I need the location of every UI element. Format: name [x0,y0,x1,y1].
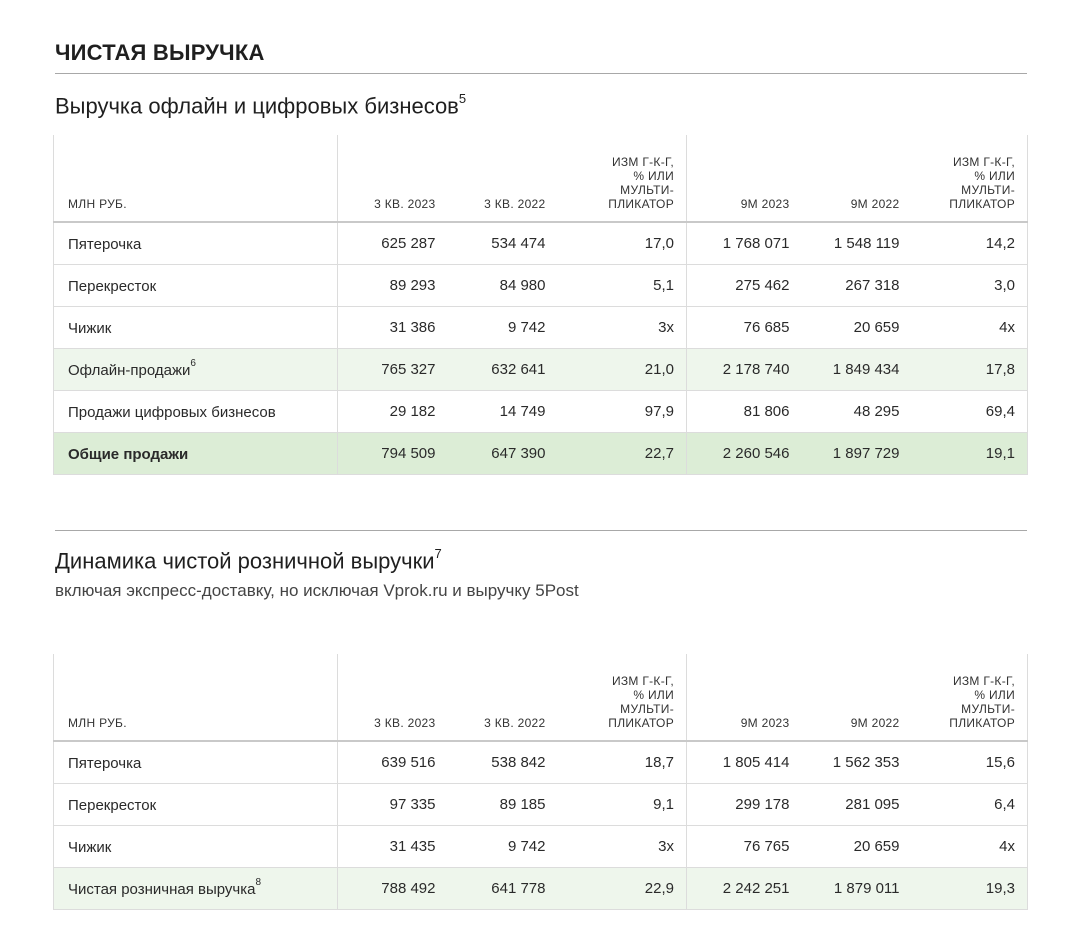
table2-subtitle: включая экспресс-доставку, но исключая Vprok.ru и выручку 5Post [55,581,579,600]
row-value: 1 849 434 [802,349,912,391]
row-value: 1 805 414 [687,741,802,784]
row-value: 538 842 [448,741,558,784]
row-value: 625 287 [338,222,448,265]
row-value: 299 178 [687,784,802,826]
table2-title-footnote: 7 [434,546,442,561]
header-9m-2023: 9М 2023 [687,654,802,741]
row-label: Перекресток [54,265,338,307]
table-row [54,868,1028,910]
row-value: 9 742 [448,826,558,868]
section-divider-middle [55,530,1027,531]
header-unit: МЛН РУБ. [54,654,338,741]
row-value: 1 879 011 [802,868,912,910]
offline-digital-revenue-table [53,135,1028,475]
row-value: 267 318 [802,265,912,307]
table-row [54,349,1028,391]
row-label: Общие продажи [54,433,338,475]
row-value: 84 980 [448,265,558,307]
section-title: ЧИСТАЯ ВЫРУЧКА [55,40,265,65]
header-change-9m: ИЗМ Г-К-Г, % ИЛИ МУЛЬТИ- ПЛИКАТОР [912,135,1028,222]
row-value: 1 897 729 [802,433,912,475]
header-q3-2023: 3 КВ. 2023 [338,135,448,222]
row-label: Чижик [54,307,338,349]
row-value: 2 260 546 [687,433,802,475]
row-value: 48 295 [802,391,912,433]
row-value: 21,0 [558,349,687,391]
header-q3-2022: 3 КВ. 2022 [448,135,558,222]
row-value: 76 765 [687,826,802,868]
row-value: 641 778 [448,868,558,910]
row-value: 3x [558,307,687,349]
row-value: 17,8 [912,349,1028,391]
row-value: 97,9 [558,391,687,433]
row-value: 765 327 [338,349,448,391]
table-row [54,265,1028,307]
header-change-q: ИЗМ Г-К-Г, % ИЛИ МУЛЬТИ- ПЛИКАТОР [558,654,687,741]
row-value: 281 095 [802,784,912,826]
row-label: Чижик [54,826,338,868]
row-value: 788 492 [338,868,448,910]
row-value: 22,7 [558,433,687,475]
row-value: 29 182 [338,391,448,433]
row-value: 632 641 [448,349,558,391]
row-value: 20 659 [802,307,912,349]
row-value: 3x [558,826,687,868]
row-value: 31 386 [338,307,448,349]
row-value: 18,7 [558,741,687,784]
row-value: 639 516 [338,741,448,784]
row-value: 14 749 [448,391,558,433]
row-label: Пятерочка [54,741,338,784]
row-value: 22,9 [558,868,687,910]
header-q3-2023: 3 КВ. 2023 [338,654,448,741]
row-footnote: 6 [190,357,196,369]
row-value: 6,4 [912,784,1028,826]
header-q3-2022: 3 КВ. 2022 [448,654,558,741]
row-value: 1 562 353 [802,741,912,784]
row-value: 275 462 [687,265,802,307]
table-row [54,307,1028,349]
header-9m-2023: 9М 2023 [687,135,802,222]
row-value: 97 335 [338,784,448,826]
table-row [54,391,1028,433]
row-value: 2 178 740 [687,349,802,391]
row-value: 20 659 [802,826,912,868]
row-value: 1 768 071 [687,222,802,265]
row-label: Продажи цифровых бизнесов [54,391,338,433]
row-value: 9 742 [448,307,558,349]
table1-title-footnote: 5 [458,91,467,106]
table-row [54,222,1028,265]
row-value: 19,3 [912,868,1028,910]
table-header-row [54,135,1028,222]
header-9m-2022: 9М 2022 [802,135,912,222]
row-footnote: 8 [255,876,262,888]
table-row [54,826,1028,868]
row-value: 647 390 [448,433,558,475]
row-value: 4x [912,826,1028,868]
net-retail-revenue-table [53,654,1028,910]
row-value: 14,2 [912,222,1028,265]
row-label: Офлайн-продажи$^6$ [54,349,338,391]
table1-title: Выручка офлайн и цифровых бизнесов$^5$ [55,91,467,119]
row-label: Чистая розничная выручка$^8$ [54,868,338,910]
row-label: Пятерочка [54,222,338,265]
header-change-q: ИЗМ Г-К-Г, % ИЛИ МУЛЬТИ- ПЛИКАТОР [558,135,687,222]
row-value: 76 685 [687,307,802,349]
table2-title: Динамика чистой розничной выручки$^7$ [55,546,442,574]
row-value: 1 548 119 [802,222,912,265]
row-value: 2 242 251 [687,868,802,910]
table-row [54,433,1028,475]
row-value: 89 185 [448,784,558,826]
row-value: 5,1 [558,265,687,307]
table-header-row [54,654,1028,741]
table-row [54,784,1028,826]
row-value: 15,6 [912,741,1028,784]
row-value: 69,4 [912,391,1028,433]
row-value: 19,1 [912,433,1028,475]
row-value: 17,0 [558,222,687,265]
row-value: 9,1 [558,784,687,826]
row-value: 89 293 [338,265,448,307]
row-label: Перекресток [54,784,338,826]
row-value: 81 806 [687,391,802,433]
section-divider-top [55,73,1027,74]
row-value: 794 509 [338,433,448,475]
row-value: 31 435 [338,826,448,868]
header-9m-2022: 9М 2022 [802,654,912,741]
row-value: 3,0 [912,265,1028,307]
table-row [54,741,1028,784]
row-value: 4x [912,307,1028,349]
header-change-9m: ИЗМ Г-К-Г, % ИЛИ МУЛЬТИ- ПЛИКАТОР [912,654,1028,741]
row-value: 534 474 [448,222,558,265]
header-unit: МЛН РУБ. [54,135,338,222]
